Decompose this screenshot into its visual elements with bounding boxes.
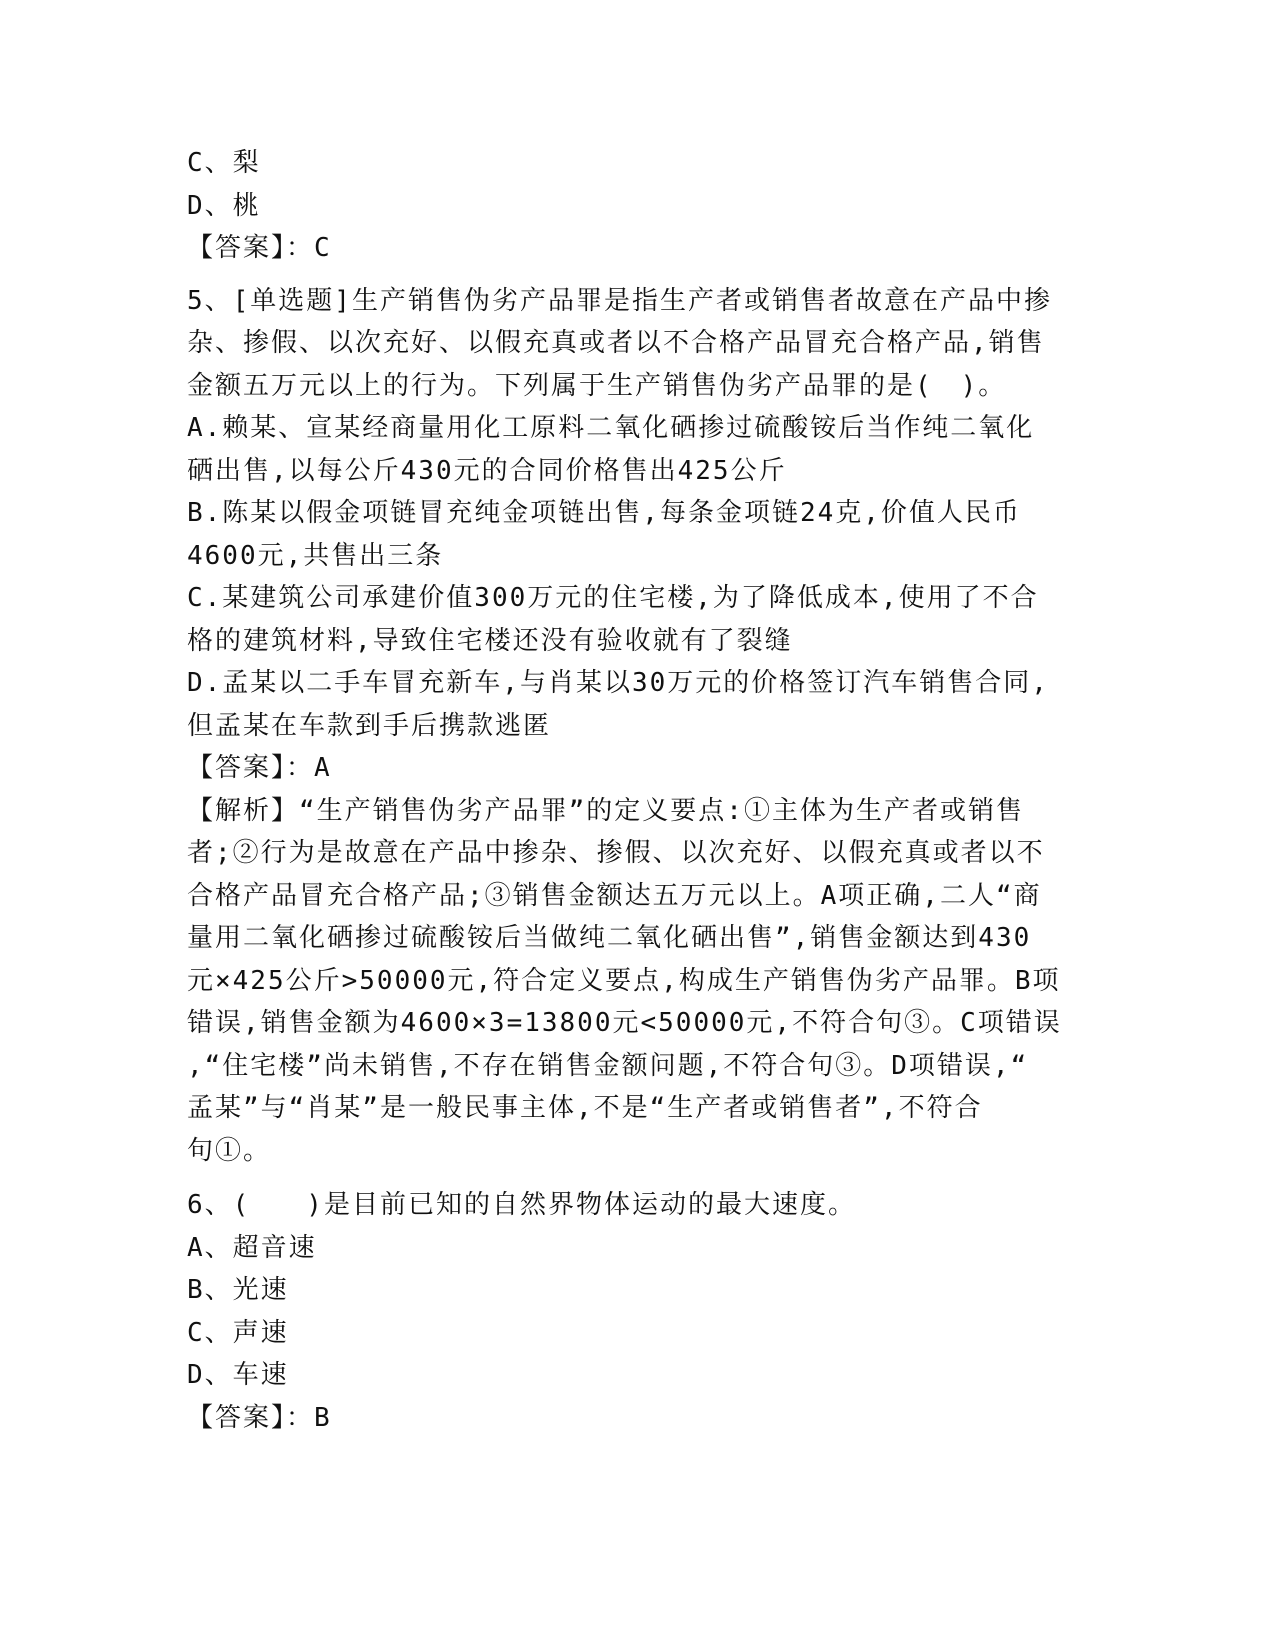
question-6 xyxy=(187,1184,1125,1439)
option-b: B.陈某以假金项链冒充纯金项链出售,每条金项链24克,价值人民币 xyxy=(187,498,1021,528)
analysis-line: 【解析】“生产销售伪劣产品罪”的定义要点:①主体为生产者或销售 xyxy=(187,795,1024,826)
question-5 xyxy=(187,280,1125,1173)
analysis-line: 量用二氧化硒掺过硫酸铵后当做纯二氧化硒出售”,销售金额达到430 xyxy=(187,923,1032,953)
option-d: D、车速 xyxy=(187,1360,289,1390)
option-a-cont: 硒出售,以每公斤430元的合同价格售出425公斤 xyxy=(187,455,787,486)
option-d: D、桃 xyxy=(187,190,261,221)
question-stem: 6、( )是目前已知的自然界物体运动的最大速度。 xyxy=(187,1190,856,1220)
analysis-line: 孟某”与“肖某”是一般民事主体,不是“生产者或销售者”,不符合 xyxy=(187,1093,983,1123)
answer: 【答案】：C xyxy=(187,233,332,263)
option-d-cont: 但孟某在车款到手后携款逃匿 xyxy=(187,710,552,741)
analysis-line: 合格产品冒充合格产品;③销售金额达五万元以上。A项正确,二人“商 xyxy=(187,880,1042,911)
option-a: A.赖某、宣某经商量用化工原料二氧化硒掺过硫酸铵后当作纯二氧化 xyxy=(187,413,1035,443)
answer: 【答案】：B xyxy=(187,1402,332,1433)
option-b-cont: 4600元,共售出三条 xyxy=(187,540,444,571)
option-c-cont: 格的建筑材料,导致住宅楼还没有验收就有了裂缝 xyxy=(187,625,793,656)
option-c: C.某建筑公司承建价值300万元的住宅楼,为了降低成本,使用了不合 xyxy=(187,583,1039,613)
option-c: C、梨 xyxy=(187,148,261,178)
option-a: A、超音速 xyxy=(187,1232,317,1263)
analysis-line: 错误,销售金额为4600×3=13800元<50000元,不符合句③。C项错误 xyxy=(187,1008,1062,1038)
option-b: B、光速 xyxy=(187,1275,289,1305)
analysis-line: 元×425公斤>50000元,符合定义要点,构成生产销售伪劣产品罪。B项 xyxy=(187,965,1061,996)
option-c: C、声速 xyxy=(187,1317,289,1348)
option-d: D.孟某以二手车冒充新车,与肖某以30万元的价格签订汽车销售合同, xyxy=(187,668,1049,698)
question-stem-line: 金额五万元以上的行为。下列属于生产销售伪劣产品罪的是( )。 xyxy=(187,370,1007,401)
question-stem-line: 5、[单选题]生产销售伪劣产品罪是指生产者或销售者故意在产品中掺 xyxy=(187,285,1052,316)
analysis-line: ,“住宅楼”尚未销售,不存在销售金额问题,不符合句③。D项错误,“ xyxy=(187,1050,1029,1081)
analysis-line: 句①。 xyxy=(187,1135,272,1166)
question-stem-line: 杂、掺假、以次充好、以假充真或者以不合格产品冒充合格产品,销售 xyxy=(187,328,1045,358)
question-4-tail xyxy=(187,142,1125,270)
analysis-line: 者;②行为是故意在产品中掺杂、掺假、以次充好、以假充真或者以不 xyxy=(187,838,1045,868)
answer: 【答案】：A xyxy=(187,753,332,783)
